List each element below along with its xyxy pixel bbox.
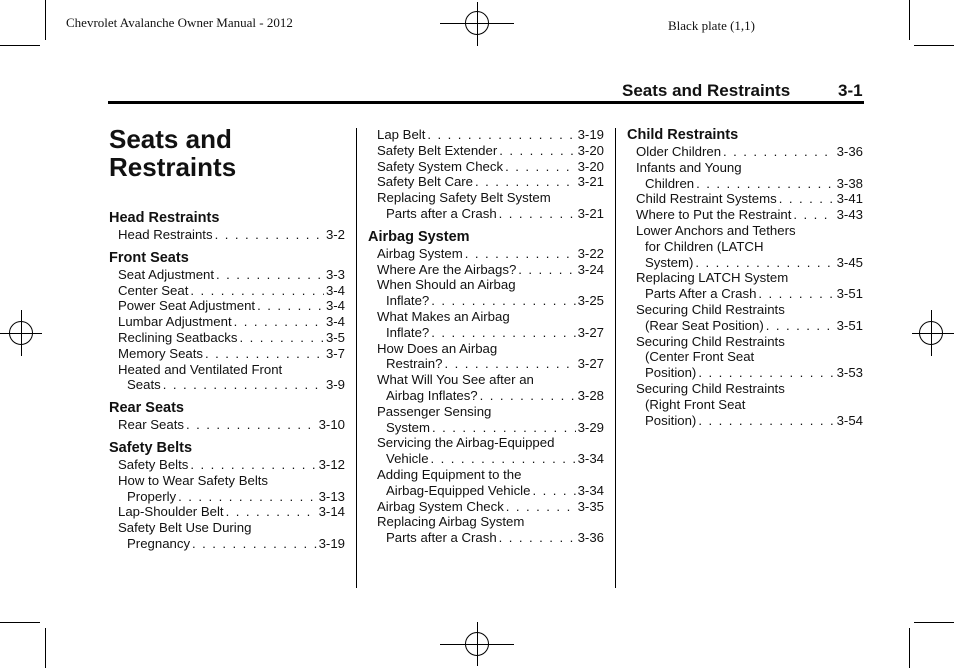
toc-entry-title: Memory Seats xyxy=(118,345,204,361)
dot-leader xyxy=(190,283,324,299)
toc-group-heading: Head Restraints xyxy=(109,210,220,226)
toc-page-number: 3-4 xyxy=(325,298,345,314)
dot-leader xyxy=(257,298,324,314)
crop-mark xyxy=(914,45,954,46)
toc-entry[interactable] xyxy=(109,298,345,314)
toc-page-number: 3-35 xyxy=(577,498,604,514)
dot-leader xyxy=(698,365,834,381)
section-number: 3-1 xyxy=(838,81,863,100)
crop-mark xyxy=(909,628,910,668)
toc-entry-title: Reclining Seatbacks xyxy=(118,329,238,345)
dot-leader xyxy=(532,483,575,499)
toc-page-number: 3-14 xyxy=(318,504,345,520)
toc-entry-title: Parts after a Crash xyxy=(386,205,497,221)
toc-entry[interactable] xyxy=(627,223,863,270)
toc-entry-text: Replacing Airbag System xyxy=(377,514,525,530)
toc-entry-title: Inflate? xyxy=(386,324,430,340)
toc-column-1 xyxy=(109,210,345,552)
toc-entry[interactable] xyxy=(627,381,863,428)
toc-entry[interactable] xyxy=(368,514,604,546)
toc-entry[interactable] xyxy=(109,520,345,552)
dot-leader xyxy=(499,143,575,159)
toc-entry[interactable] xyxy=(368,309,604,341)
dot-leader xyxy=(696,176,834,192)
toc-entry-title: Parts After a Crash xyxy=(645,286,757,302)
toc-entry-text: for Children (LATCH xyxy=(645,238,764,254)
dot-leader xyxy=(723,144,835,160)
dot-leader xyxy=(186,417,317,433)
toc-entry-title: Seats xyxy=(127,377,161,393)
dot-leader xyxy=(178,489,316,505)
toc-column-3 xyxy=(627,127,863,428)
dot-leader xyxy=(163,377,324,393)
toc-entry-text: (Center Front Seat xyxy=(645,349,755,365)
toc-entry-text: Passenger Sensing xyxy=(377,403,492,419)
toc-page-number: 3-28 xyxy=(577,387,604,403)
header-rule xyxy=(108,101,864,104)
toc-page-number: 3-51 xyxy=(836,286,863,302)
toc-entry[interactable] xyxy=(627,270,863,302)
toc-entry-text: What Makes an Airbag xyxy=(377,308,510,324)
toc-entry[interactable] xyxy=(109,283,345,299)
toc-page-number: 3-38 xyxy=(836,175,863,191)
dot-leader xyxy=(506,499,576,515)
toc-page-number: 3-21 xyxy=(577,174,604,190)
dot-leader xyxy=(758,286,834,302)
toc-entry[interactable] xyxy=(109,362,345,394)
toc-entry-title: Where Are the Airbags? xyxy=(377,261,517,277)
toc-entry[interactable] xyxy=(109,504,345,520)
toc-entry[interactable] xyxy=(627,160,863,192)
toc-page-number: 3-4 xyxy=(325,314,345,330)
toc-entry-text: When Should an Airbag xyxy=(377,277,516,293)
toc-page-number: 3-21 xyxy=(577,205,604,221)
toc-group xyxy=(109,210,345,243)
toc-entry[interactable] xyxy=(368,499,604,515)
toc-entry-text: Securing Child Restraints xyxy=(636,380,785,396)
toc-page-number: 3-27 xyxy=(577,356,604,372)
toc-entry-title: Rear Seats xyxy=(118,417,184,433)
dot-leader xyxy=(215,227,324,243)
page-title xyxy=(109,125,236,181)
dot-leader xyxy=(475,174,576,190)
toc-entry[interactable] xyxy=(368,159,604,175)
dot-leader xyxy=(427,127,575,143)
crop-mark xyxy=(45,0,46,40)
toc-entry[interactable] xyxy=(368,174,604,190)
dot-leader xyxy=(226,504,317,520)
toc-page-number: 3-9 xyxy=(325,377,345,393)
toc-page-number: 3-7 xyxy=(325,345,345,361)
toc-entry-text: Lower Anchors and Tethers xyxy=(636,222,796,238)
toc-page-number: 3-54 xyxy=(836,412,863,428)
crop-mark xyxy=(0,622,40,623)
dot-leader xyxy=(192,536,317,552)
toc-entry-title: System) xyxy=(645,254,694,270)
toc-entry-title: System xyxy=(386,419,430,435)
toc-entry[interactable] xyxy=(368,467,604,499)
toc-page-number: 3-22 xyxy=(577,245,604,261)
toc-entry-title: Parts after a Crash xyxy=(386,530,497,546)
toc-entry[interactable] xyxy=(368,246,604,262)
toc-entry-text: Adding Equipment to the xyxy=(377,466,522,482)
toc-group xyxy=(368,229,604,546)
toc-group xyxy=(109,400,345,433)
toc-group xyxy=(109,440,345,552)
toc-entry[interactable] xyxy=(109,314,345,330)
dot-leader xyxy=(205,346,324,362)
toc-entry-title: Where to Put the Restraint xyxy=(636,207,792,223)
toc-entry-title: Safety System Check xyxy=(377,158,504,174)
dot-leader xyxy=(695,255,834,271)
toc-page-number: 3-20 xyxy=(577,142,604,158)
dot-leader xyxy=(698,413,834,429)
dot-leader xyxy=(779,191,835,207)
toc-page-number: 3-20 xyxy=(577,158,604,174)
toc-entry-title: Pregnancy xyxy=(127,535,191,551)
manual-name: Chevrolet Avalanche Owner Manual - 2012 xyxy=(66,15,293,30)
toc-page-number: 3-29 xyxy=(577,419,604,435)
toc-entry[interactable] xyxy=(627,302,863,334)
toc-entry-text: What Will You See after an xyxy=(377,372,534,388)
toc-entry-title: Lap Belt xyxy=(377,127,426,142)
column-divider xyxy=(356,128,357,588)
toc-page-number: 3-10 xyxy=(318,417,345,433)
toc-page-number: 3-12 xyxy=(318,456,345,472)
toc-entry[interactable] xyxy=(109,417,345,433)
toc-page-number: 3-34 xyxy=(577,482,604,498)
dot-leader xyxy=(505,159,576,175)
toc-entry-title: Child Restraint Systems xyxy=(636,191,777,207)
toc-group xyxy=(109,250,345,393)
toc-entry-text: Replacing Safety Belt System xyxy=(377,190,551,206)
toc-group xyxy=(627,127,863,428)
toc-group-heading: Airbag System xyxy=(368,228,470,245)
toc-group-heading: Child Restraints xyxy=(627,127,739,143)
dot-leader xyxy=(240,330,324,346)
toc-entry-title: Airbag System Check xyxy=(377,498,504,514)
toc-entry-title: Older Children xyxy=(636,144,722,159)
toc-page-number: 3-3 xyxy=(325,266,345,282)
crop-mark xyxy=(914,622,954,623)
toc-entry-text: Infants and Young xyxy=(636,159,742,175)
toc-entry[interactable] xyxy=(368,372,604,404)
toc-entry-title: (Rear Seat Position) xyxy=(645,317,764,333)
dot-leader xyxy=(444,356,575,372)
toc-entry-title: Safety Belt Care xyxy=(377,174,474,190)
section-title: Seats and Restraints xyxy=(622,81,791,100)
toc-entry-text: Replacing LATCH System xyxy=(636,270,789,286)
toc-entry-title: Restrain? xyxy=(386,356,443,372)
toc-entry[interactable] xyxy=(109,346,345,362)
toc-entry-title: Airbag System xyxy=(377,245,463,261)
dot-leader xyxy=(190,457,316,473)
toc-entry-text: Safety Belt Use During xyxy=(118,520,252,536)
toc-entry[interactable] xyxy=(109,267,345,283)
dot-leader xyxy=(499,206,576,222)
toc-entry[interactable] xyxy=(368,435,604,467)
toc-page-number: 3-27 xyxy=(577,324,604,340)
dot-leader xyxy=(465,246,576,262)
toc-entry[interactable] xyxy=(109,227,345,243)
toc-entry-text: Heated and Ventilated Front xyxy=(118,361,283,377)
dot-leader xyxy=(431,451,576,467)
toc-page-number: 3-13 xyxy=(318,488,345,504)
toc-entry-text: Servicing the Airbag-Equipped xyxy=(377,435,555,451)
toc-entry[interactable] xyxy=(368,143,604,159)
toc-entry-title: Power Seat Adjustment xyxy=(118,298,256,314)
crop-mark xyxy=(909,0,910,40)
toc-entry-title: Lap-Shoulder Belt xyxy=(118,504,224,520)
plate-label: Black plate (1,1) xyxy=(668,18,755,33)
toc-entry-text: Securing Child Restraints xyxy=(636,301,785,317)
toc-group xyxy=(368,127,604,222)
toc-page-number: 3-24 xyxy=(577,261,604,277)
toc-page-number: 3-36 xyxy=(836,144,863,159)
toc-entry-text: How to Wear Safety Belts xyxy=(118,472,269,488)
dot-leader xyxy=(432,420,576,436)
toc-entry-title: Center Seat xyxy=(118,282,189,298)
toc-page-number: 3-25 xyxy=(577,293,604,309)
dot-leader xyxy=(518,262,575,278)
toc-page-number: 3-19 xyxy=(318,535,345,551)
toc-entry-title: Airbag-Equipped Vehicle xyxy=(386,482,531,498)
toc-column-2 xyxy=(368,127,604,546)
toc-page-number: 3-51 xyxy=(836,317,863,333)
toc-page-number: 3-5 xyxy=(325,329,345,345)
toc-entry[interactable] xyxy=(627,191,863,207)
dot-leader xyxy=(766,318,835,334)
toc-page-number: 3-2 xyxy=(325,227,345,242)
dot-leader xyxy=(431,293,575,309)
toc-entry[interactable] xyxy=(368,262,604,278)
toc-entry-title: Seat Adjustment xyxy=(118,266,215,282)
toc-entry[interactable] xyxy=(368,277,604,309)
dot-leader xyxy=(216,267,324,283)
toc-entry[interactable] xyxy=(627,207,863,223)
toc-entry-text: Securing Child Restraints xyxy=(636,333,785,349)
toc-entry[interactable] xyxy=(627,334,863,381)
toc-entry-title: Airbag Inflates? xyxy=(386,387,478,403)
toc-page-number: 3-4 xyxy=(325,282,345,298)
toc-group-heading: Front Seats xyxy=(109,249,189,266)
crop-mark xyxy=(0,45,40,46)
toc-entry[interactable] xyxy=(368,341,604,373)
page-title-line: Seats and xyxy=(109,124,232,154)
toc-group-heading: Safety Belts xyxy=(109,439,193,456)
toc-entry-title: Properly xyxy=(127,488,177,504)
toc-page-number: 3-45 xyxy=(836,254,863,270)
toc-entry-title: Position) xyxy=(645,412,697,428)
toc-entry-title: Children xyxy=(645,175,695,191)
dot-leader xyxy=(480,388,576,404)
toc-entry-title: Inflate? xyxy=(386,293,430,309)
dot-leader xyxy=(499,530,576,546)
toc-entry[interactable] xyxy=(109,330,345,346)
toc-entry-title: Position) xyxy=(645,365,697,381)
toc-entry-text: (Right Front Seat xyxy=(645,396,746,412)
toc-entry-title: Vehicle xyxy=(386,451,429,467)
toc-page-number: 3-34 xyxy=(577,451,604,467)
dot-leader xyxy=(793,207,834,223)
toc-entry-text: How Does an Airbag xyxy=(377,340,498,356)
toc-page-number: 3-41 xyxy=(836,191,863,207)
toc-entry[interactable] xyxy=(368,127,604,143)
toc-entry-title: Head Restraints xyxy=(118,227,213,242)
page-title-line: Restraints xyxy=(109,152,237,182)
column-divider xyxy=(615,128,616,588)
toc-entry-title: Safety Belt Extender xyxy=(377,142,498,158)
dot-leader xyxy=(431,325,575,341)
toc-page-number: 3-43 xyxy=(836,207,863,223)
crop-mark xyxy=(45,628,46,668)
toc-entry[interactable] xyxy=(368,404,604,436)
toc-entry[interactable] xyxy=(627,144,863,160)
toc-page-number: 3-53 xyxy=(836,365,863,381)
toc-entry-title: Lumbar Adjustment xyxy=(118,314,232,330)
toc-page-number: 3-36 xyxy=(577,530,604,546)
toc-page-number: 3-19 xyxy=(577,127,604,142)
toc-entry-title: Safety Belts xyxy=(118,456,189,472)
toc-entry[interactable] xyxy=(109,457,345,473)
toc-entry[interactable] xyxy=(368,190,604,222)
toc-entry[interactable] xyxy=(109,473,345,505)
dot-leader xyxy=(234,314,324,330)
toc-group-heading: Rear Seats xyxy=(109,400,184,417)
